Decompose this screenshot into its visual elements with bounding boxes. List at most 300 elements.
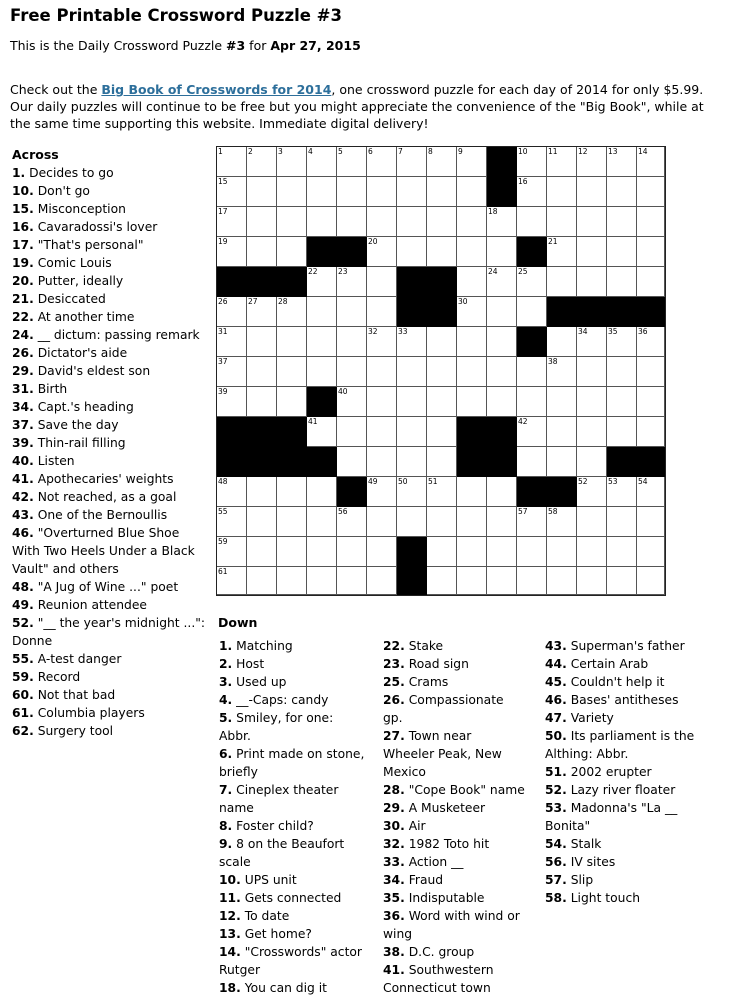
down-clue: [545, 691, 695, 709]
grid-cell[interactable]: [337, 537, 367, 567]
grid-cell[interactable]: [607, 477, 637, 507]
grid-cell[interactable]: [367, 237, 397, 267]
crossword-grid: [216, 146, 666, 596]
grid-cell[interactable]: [307, 567, 337, 595]
grid-block: [397, 567, 427, 595]
grid-cell[interactable]: [247, 507, 277, 537]
grid-cell[interactable]: [577, 357, 607, 387]
grid-cell[interactable]: [607, 387, 637, 417]
grid-block: [247, 447, 277, 477]
grid-cell[interactable]: [217, 507, 247, 537]
grid-cell[interactable]: [397, 327, 427, 357]
clue-number: 14.: [219, 945, 241, 959]
grid-cell[interactable]: [637, 147, 665, 177]
clue-number: 30.: [383, 819, 405, 833]
grid-cell[interactable]: [517, 147, 547, 177]
down-clue: [545, 655, 695, 673]
grid-block: [247, 267, 277, 297]
clue-number: 20.: [12, 274, 34, 288]
grid-cell[interactable]: [337, 207, 367, 237]
clue-number: 26.: [12, 346, 34, 360]
grid-cell[interactable]: [547, 387, 577, 417]
down-clue: [219, 781, 369, 817]
grid-block: [397, 537, 427, 567]
grid-cell[interactable]: [457, 507, 487, 537]
grid-cell[interactable]: [367, 297, 397, 327]
grid-cell[interactable]: [397, 207, 427, 237]
grid-cell[interactable]: [487, 207, 517, 237]
cell-number: 50: [398, 477, 408, 486]
clue-number: 29.: [383, 801, 405, 815]
grid-cell[interactable]: [547, 417, 577, 447]
clue-number: 29.: [12, 364, 34, 378]
clue-text: To date: [240, 909, 290, 923]
down-clue: [545, 673, 695, 691]
grid-cell[interactable]: [367, 147, 397, 177]
clue-number: 45.: [545, 675, 567, 689]
grid-cell[interactable]: [637, 207, 665, 237]
down-clue: [383, 817, 525, 835]
grid-cell[interactable]: [277, 237, 307, 267]
grid-block: [247, 417, 277, 447]
grid-cell[interactable]: [397, 447, 427, 477]
grid-cell[interactable]: [397, 477, 427, 507]
grid-cell[interactable]: [337, 417, 367, 447]
grid-cell[interactable]: [457, 357, 487, 387]
grid-cell[interactable]: [517, 177, 547, 207]
grid-cell[interactable]: [247, 237, 277, 267]
across-clue: [12, 470, 208, 488]
grid-cell[interactable]: [337, 567, 367, 595]
grid-cell[interactable]: [277, 567, 307, 595]
grid-cell[interactable]: [307, 177, 337, 207]
grid-cell[interactable]: [427, 507, 457, 537]
down-clue: [383, 727, 525, 781]
across-heading: Across: [12, 147, 59, 162]
grid-cell[interactable]: [217, 567, 247, 595]
cell-number: 37: [218, 357, 228, 366]
clue-text: "That's personal": [33, 238, 144, 252]
clue-number: 17.: [12, 238, 34, 252]
clue-text: Don't go: [33, 184, 90, 198]
grid-cell[interactable]: [397, 147, 427, 177]
grid-cell[interactable]: [607, 357, 637, 387]
grid-cell[interactable]: [487, 387, 517, 417]
grid-cell[interactable]: [337, 447, 367, 477]
grid-cell[interactable]: [547, 327, 577, 357]
grid-cell[interactable]: [517, 267, 547, 297]
clue-number: 42.: [12, 490, 34, 504]
grid-cell[interactable]: [607, 567, 637, 595]
grid-cell[interactable]: [487, 477, 517, 507]
down-clue: [383, 835, 525, 853]
across-clue: [12, 614, 208, 650]
grid-cell[interactable]: [367, 567, 397, 595]
clue-number: 55.: [12, 652, 34, 666]
grid-cell[interactable]: [247, 567, 277, 595]
grid-cell[interactable]: [607, 237, 637, 267]
down-clue: [545, 799, 695, 835]
across-clue: [12, 398, 208, 416]
down-clue: [545, 871, 695, 889]
grid-cell[interactable]: [337, 357, 367, 387]
clue-number: 31.: [12, 382, 34, 396]
cell-number: 54: [638, 477, 648, 486]
grid-cell[interactable]: [577, 447, 607, 477]
grid-cell[interactable]: [277, 357, 307, 387]
grid-cell[interactable]: [637, 237, 665, 267]
grid-cell[interactable]: [247, 327, 277, 357]
grid-cell[interactable]: [547, 507, 577, 537]
grid-cell[interactable]: [457, 207, 487, 237]
across-clue: [12, 722, 208, 740]
grid-cell[interactable]: [607, 267, 637, 297]
grid-cell[interactable]: [367, 207, 397, 237]
grid-block: [637, 297, 665, 327]
grid-cell[interactable]: [307, 507, 337, 537]
grid-cell[interactable]: [637, 267, 665, 297]
page-title: Free Printable Crossword Puzzle #3: [10, 6, 342, 25]
grid-cell[interactable]: [367, 327, 397, 357]
grid-cell[interactable]: [577, 147, 607, 177]
grid-cell[interactable]: [247, 147, 277, 177]
grid-cell[interactable]: [247, 477, 277, 507]
grid-cell[interactable]: [397, 417, 427, 447]
grid-cell[interactable]: [517, 417, 547, 447]
grid-cell[interactable]: [367, 477, 397, 507]
grid-cell[interactable]: [307, 147, 337, 177]
grid-cell[interactable]: [217, 477, 247, 507]
grid-cell[interactable]: [427, 327, 457, 357]
clue-text: You can dig it: [240, 981, 327, 995]
grid-cell[interactable]: [547, 447, 577, 477]
grid-cell[interactable]: [637, 477, 665, 507]
grid-cell[interactable]: [427, 447, 457, 477]
grid-cell[interactable]: [217, 147, 247, 177]
grid-cell[interactable]: [367, 537, 397, 567]
grid-cell[interactable]: [427, 387, 457, 417]
down-clue: [545, 763, 695, 781]
grid-cell[interactable]: [547, 357, 577, 387]
grid-cell[interactable]: [637, 177, 665, 207]
grid-cell[interactable]: [577, 507, 607, 537]
grid-cell[interactable]: [337, 507, 367, 537]
grid-cell[interactable]: [217, 207, 247, 237]
grid-cell[interactable]: [217, 177, 247, 207]
grid-cell[interactable]: [577, 417, 607, 447]
grid-cell[interactable]: [457, 297, 487, 327]
grid-cell[interactable]: [307, 417, 337, 447]
grid-cell[interactable]: [367, 267, 397, 297]
grid-cell[interactable]: [517, 447, 547, 477]
grid-cell[interactable]: [367, 447, 397, 477]
grid-cell[interactable]: [217, 537, 247, 567]
grid-cell[interactable]: [247, 357, 277, 387]
cell-number: 30: [458, 297, 468, 306]
clue-number: 32.: [383, 837, 405, 851]
grid-cell[interactable]: [427, 237, 457, 267]
grid-cell[interactable]: [307, 477, 337, 507]
grid-cell[interactable]: [487, 237, 517, 267]
clue-number: 6.: [219, 747, 233, 761]
clue-text: Comic Louis: [33, 256, 112, 270]
grid-cell[interactable]: [397, 357, 427, 387]
grid-cell[interactable]: [577, 477, 607, 507]
grid-cell[interactable]: [307, 537, 337, 567]
clue-text: Road sign: [404, 657, 469, 671]
grid-cell[interactable]: [337, 147, 367, 177]
puzzle-date: Apr 27, 2015: [270, 38, 361, 53]
clue-text: Used up: [232, 675, 287, 689]
grid-cell[interactable]: [547, 177, 577, 207]
grid-cell[interactable]: [367, 177, 397, 207]
grid-block: [637, 447, 665, 477]
clue-number: 24.: [12, 328, 34, 342]
grid-cell[interactable]: [637, 507, 665, 537]
grid-cell[interactable]: [517, 207, 547, 237]
grid-cell[interactable]: [607, 507, 637, 537]
grid-block: [337, 477, 367, 507]
grid-cell[interactable]: [457, 237, 487, 267]
grid-cell[interactable]: [607, 327, 637, 357]
grid-cell[interactable]: [457, 387, 487, 417]
grid-cell[interactable]: [637, 567, 665, 595]
clue-text: Superman's father: [566, 639, 685, 653]
grid-cell[interactable]: [427, 207, 457, 237]
grid-cell[interactable]: [577, 177, 607, 207]
grid-cell[interactable]: [487, 267, 517, 297]
grid-cell[interactable]: [397, 387, 427, 417]
grid-cell[interactable]: [277, 327, 307, 357]
grid-cell[interactable]: [487, 297, 517, 327]
cell-number: 23: [338, 267, 348, 276]
down-clue: [383, 673, 525, 691]
grid-cell[interactable]: [247, 297, 277, 327]
grid-cell[interactable]: [427, 357, 457, 387]
grid-cell[interactable]: [577, 237, 607, 267]
grid-cell[interactable]: [487, 567, 517, 595]
grid-cell[interactable]: [247, 207, 277, 237]
grid-cell[interactable]: [547, 567, 577, 595]
clue-number: 18.: [219, 981, 241, 995]
grid-cell[interactable]: [277, 207, 307, 237]
grid-block: [307, 447, 337, 477]
grid-cell[interactable]: [367, 417, 397, 447]
grid-cell[interactable]: [427, 537, 457, 567]
grid-cell[interactable]: [247, 177, 277, 207]
cell-number: 11: [548, 147, 558, 156]
across-clue: [12, 650, 208, 668]
grid-cell[interactable]: [517, 357, 547, 387]
clue-text: __-Caps: candy: [232, 693, 329, 707]
cell-number: 5: [338, 147, 343, 156]
clue-text: UPS unit: [240, 873, 297, 887]
clue-number: 34.: [12, 400, 34, 414]
clue-number: 15.: [12, 202, 34, 216]
grid-cell[interactable]: [577, 207, 607, 237]
cell-number: 38: [548, 357, 558, 366]
across-clue: [12, 506, 208, 524]
grid-cell[interactable]: [517, 297, 547, 327]
clue-text: Southwestern Connecticut town: [383, 963, 494, 995]
grid-cell[interactable]: [367, 507, 397, 537]
grid-cell[interactable]: [607, 207, 637, 237]
grid-cell[interactable]: [607, 177, 637, 207]
grid-cell[interactable]: [367, 357, 397, 387]
grid-cell[interactable]: [547, 207, 577, 237]
cell-number: 34: [578, 327, 588, 336]
across-clue: [12, 326, 208, 344]
grid-cell[interactable]: [637, 417, 665, 447]
cell-number: 15: [218, 177, 228, 186]
grid-cell[interactable]: [577, 567, 607, 595]
grid-cell[interactable]: [277, 537, 307, 567]
grid-cell[interactable]: [307, 267, 337, 297]
grid-cell[interactable]: [217, 357, 247, 387]
down-clue: [383, 943, 525, 961]
grid-cell[interactable]: [457, 327, 487, 357]
clue-text: Slip: [566, 873, 594, 887]
grid-cell[interactable]: [247, 537, 277, 567]
clue-number: 12.: [219, 909, 241, 923]
clue-text: Light touch: [566, 891, 640, 905]
intro-text-after: , one crossword puzzle for each day of 2014 for only $5.99. Our daily puzzles will continue to be free but you might appreciate the convenience of the "Big Book", while at the same time supporting this website. Immediate digital delivery!: [10, 82, 704, 131]
grid-cell[interactable]: [547, 147, 577, 177]
grid-cell[interactable]: [457, 567, 487, 595]
cell-number: 12: [578, 147, 588, 156]
grid-cell[interactable]: [457, 537, 487, 567]
down-clue: [383, 637, 525, 655]
grid-cell[interactable]: [427, 477, 457, 507]
down-clue: [545, 727, 695, 763]
grid-cell[interactable]: [217, 387, 247, 417]
across-clue: [12, 416, 208, 434]
grid-cell[interactable]: [607, 147, 637, 177]
down-clue: [383, 961, 525, 997]
grid-cell[interactable]: [277, 477, 307, 507]
cell-number: 51: [428, 477, 438, 486]
grid-block: [607, 297, 637, 327]
grid-cell[interactable]: [217, 237, 247, 267]
clue-number: 40.: [12, 454, 34, 468]
clue-number: 34.: [383, 873, 405, 887]
grid-cell[interactable]: [457, 477, 487, 507]
grid-cell[interactable]: [427, 177, 457, 207]
grid-cell[interactable]: [607, 417, 637, 447]
grid-cell[interactable]: [307, 207, 337, 237]
clue-number: 36.: [383, 909, 405, 923]
grid-cell[interactable]: [487, 537, 517, 567]
grid-cell[interactable]: [457, 147, 487, 177]
grid-cell[interactable]: [577, 387, 607, 417]
clue-text: Listen: [33, 454, 75, 468]
clue-number: 28.: [383, 783, 405, 797]
grid-cell[interactable]: [517, 507, 547, 537]
grid-cell[interactable]: [517, 537, 547, 567]
clue-number: 25.: [383, 675, 405, 689]
clue-number: 10.: [219, 873, 241, 887]
grid-cell[interactable]: [307, 297, 337, 327]
grid-cell[interactable]: [517, 387, 547, 417]
clue-number: 39.: [12, 436, 34, 450]
grid-cell[interactable]: [577, 327, 607, 357]
grid-cell[interactable]: [457, 177, 487, 207]
big-book-link[interactable]: Big Book of Crosswords for 2014: [101, 82, 332, 97]
down-clue: [545, 709, 695, 727]
grid-cell[interactable]: [247, 387, 277, 417]
clue-text: Smiley, for one: Abbr.: [219, 711, 334, 743]
grid-cell[interactable]: [397, 237, 427, 267]
clue-text: A Musketeer: [404, 801, 486, 815]
grid-cell[interactable]: [427, 147, 457, 177]
grid-cell[interactable]: [547, 267, 577, 297]
grid-cell[interactable]: [607, 537, 637, 567]
grid-cell[interactable]: [487, 507, 517, 537]
down-clue: [219, 709, 369, 745]
grid-cell[interactable]: [487, 357, 517, 387]
grid-cell[interactable]: [577, 267, 607, 297]
clue-number: 38.: [383, 945, 405, 959]
clue-number: 56.: [545, 855, 567, 869]
grid-cell[interactable]: [547, 537, 577, 567]
grid-cell[interactable]: [637, 327, 665, 357]
grid-cell[interactable]: [457, 267, 487, 297]
clue-text: "Cope Book" name: [404, 783, 525, 797]
cell-number: 35: [608, 327, 618, 336]
clue-number: 11.: [219, 891, 241, 905]
down-clue: [219, 745, 369, 781]
grid-cell[interactable]: [427, 567, 457, 595]
clue-text: Compassionate gp.: [383, 693, 504, 725]
grid-cell[interactable]: [307, 357, 337, 387]
puzzle-number: #3: [226, 38, 246, 53]
down-clue: [383, 871, 525, 889]
grid-cell[interactable]: [277, 147, 307, 177]
grid-cell[interactable]: [337, 267, 367, 297]
grid-cell[interactable]: [637, 357, 665, 387]
grid-cell[interactable]: [277, 297, 307, 327]
grid-cell[interactable]: [487, 327, 517, 357]
cell-number: 16: [518, 177, 528, 186]
clue-text: Host: [232, 657, 265, 671]
grid-cell[interactable]: [337, 387, 367, 417]
grid-cell[interactable]: [367, 387, 397, 417]
grid-cell[interactable]: [217, 327, 247, 357]
grid-cell[interactable]: [637, 387, 665, 417]
grid-cell[interactable]: [547, 237, 577, 267]
grid-cell[interactable]: [427, 417, 457, 447]
grid-cell[interactable]: [637, 537, 665, 567]
grid-cell[interactable]: [337, 327, 367, 357]
grid-cell[interactable]: [397, 177, 427, 207]
clue-number: 3.: [219, 675, 233, 689]
grid-cell[interactable]: [217, 297, 247, 327]
grid-cell[interactable]: [577, 537, 607, 567]
grid-cell[interactable]: [277, 177, 307, 207]
grid-cell[interactable]: [517, 567, 547, 595]
grid-cell[interactable]: [337, 297, 367, 327]
down-clue: [219, 691, 369, 709]
grid-cell[interactable]: [277, 387, 307, 417]
clue-text: "A Jug of Wine ..." poet: [33, 580, 179, 594]
clue-text: Its parliament is the Althing: Abbr.: [545, 729, 695, 761]
cell-number: 7: [398, 147, 403, 156]
clue-text: Foster child?: [232, 819, 314, 833]
grid-cell[interactable]: [397, 507, 427, 537]
grid-cell[interactable]: [277, 507, 307, 537]
grid-cell[interactable]: [307, 327, 337, 357]
grid-cell[interactable]: [337, 177, 367, 207]
